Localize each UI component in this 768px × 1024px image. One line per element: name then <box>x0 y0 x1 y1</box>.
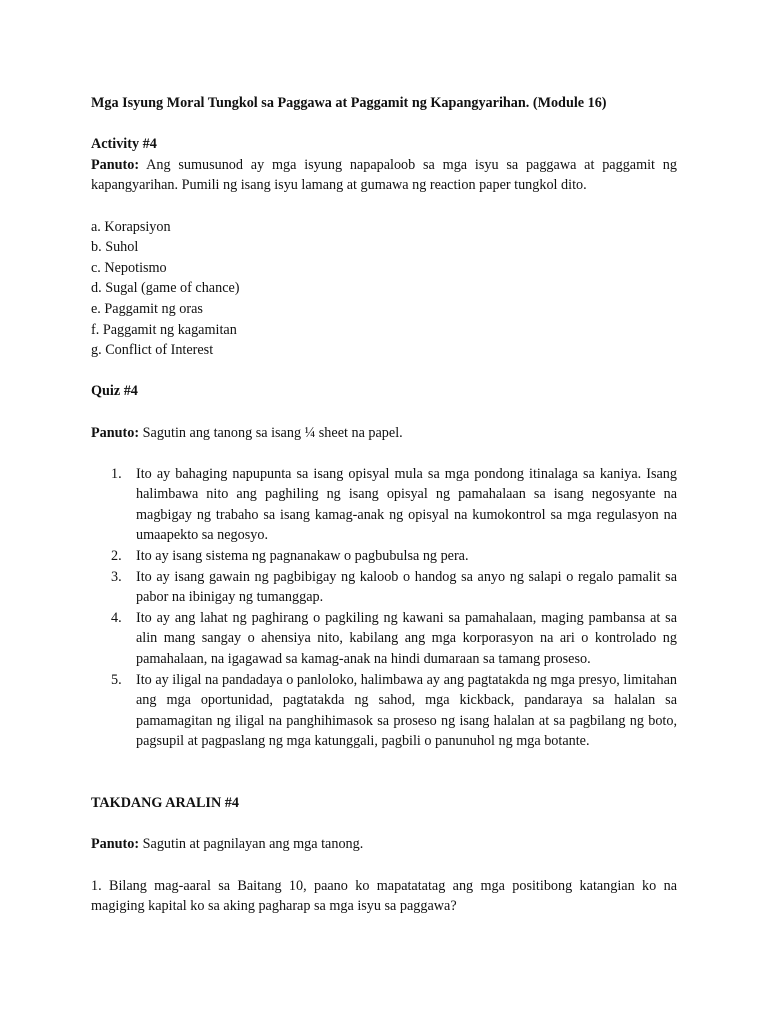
quiz-item-number: 4. <box>111 609 122 626</box>
issue-item-c: c. Nepotismo <box>91 259 167 276</box>
quiz-item-text: Ito ay bahaging napupunta sa isang opisyal mula sa mga pondong itinalaga sa kaniya. Isang halimbawa nito ang paghiling ng isang opisyal ng pamahalaan sa isang negosyante na magbigay ng trabaho sa isang kamag-anak ng opisyal na kumokontrol sa mga regulasyon na umaapekto sa negosyo. <box>136 465 677 544</box>
quiz-item-3 <box>91 567 677 608</box>
quiz-instruction-text: Sagutin ang tanong sa isang ¼ sheet na papel. <box>139 424 403 441</box>
quiz-items-list <box>91 464 677 752</box>
quiz-item-number: 5. <box>111 671 122 688</box>
quiz-heading: Quiz #4 <box>91 383 138 400</box>
quiz-item-2 <box>91 546 677 567</box>
quiz-item-number: 3. <box>111 568 122 585</box>
quiz-item-number: 1. <box>111 465 122 482</box>
issue-item-a: a. Korapsiyon <box>91 218 171 235</box>
takdang-aralin-instruction-label: Panuto: <box>91 836 140 853</box>
activity-heading: Activity #4 <box>91 136 157 153</box>
quiz-item-text: Ito ay ang lahat ng paghirang o pagkiling ng kawani sa pamahalaan, maging pambansa at sa alin mang sangay o ahensiya nito, kabilang ang mga korporasyon na ari o kontrolado ng pamahalaan, na igagawad sa kamag-anak na hindi dumaraan sa tamang proseso. <box>136 609 677 668</box>
quiz-item-1 <box>91 464 677 546</box>
quiz-item-5 <box>91 670 677 752</box>
quiz-item-number: 2. <box>111 548 122 565</box>
takdang-aralin-question: 1. Bilang mag-aaral sa Baitang 10, paano ko mapatatatag ang mga positibong katangian ko na magiging kapital ko sa aking pagharap sa mga isyu sa paggawa? <box>91 877 677 915</box>
quiz-item-text: Ito ay isang sistema ng pagnanakaw o pagbubulsa ng pera. <box>136 548 469 565</box>
quiz-instruction <box>91 423 677 444</box>
activity-instruction <box>91 155 677 196</box>
activity-instruction-label: Panuto: <box>91 156 140 173</box>
takdang-aralin-heading: TAKDANG ARALIN #4 <box>91 795 239 812</box>
quiz-item-4 <box>91 608 677 670</box>
document-title: Mga Isyung Moral Tungkol sa Paggawa at Paggamit ng Kapangyarihan. (Module 16) <box>91 95 607 111</box>
activity-instruction-text: Ang sumusunod ay mga isyung napapaloob sa mga isyu sa paggawa at paggamit ng kapangyarihan. Pumili ng isang isyu lamang at gumawa ng reaction paper tungkol dito. <box>91 156 677 194</box>
takdang-aralin-instruction <box>91 834 677 855</box>
quiz-item-text: Ito ay iligal na pandadaya o panloloko, halimbawa ay ang pagtatakda ng mga presyo, limitahan ang mga oportunidad, pagtatakda ng sahod, mga kickback, pandaraya sa halalan sa pamamagitan ng iligal na panghihimasok sa proseso ng isang halalan at sa pagbilang ng boto, pagsupil at pagpaslang ng mga katunggali, pagbili o panunuhol ng mga botante. <box>136 671 677 750</box>
document-body <box>91 93 677 917</box>
issue-item-e: e. Paggamit ng oras <box>91 300 203 317</box>
takdang-aralin-instruction-text: Sagutin at pagnilayan ang mga tanong. <box>139 836 364 853</box>
issues-list <box>91 217 677 361</box>
quiz-instruction-label: Panuto: <box>91 424 140 441</box>
issue-item-d: d. Sugal (game of chance) <box>91 280 240 297</box>
issue-item-f: f. Paggamit ng kagamitan <box>91 321 237 338</box>
issue-item-b: b. Suhol <box>91 239 139 256</box>
quiz-item-text: Ito ay isang gawain ng pagbibigay ng kaloob o handog sa anyo ng salapi o regalo pamalit sa pabor na ibinigay ng tumanggap. <box>136 568 677 606</box>
issue-item-g: g. Conflict of Interest <box>91 342 214 359</box>
